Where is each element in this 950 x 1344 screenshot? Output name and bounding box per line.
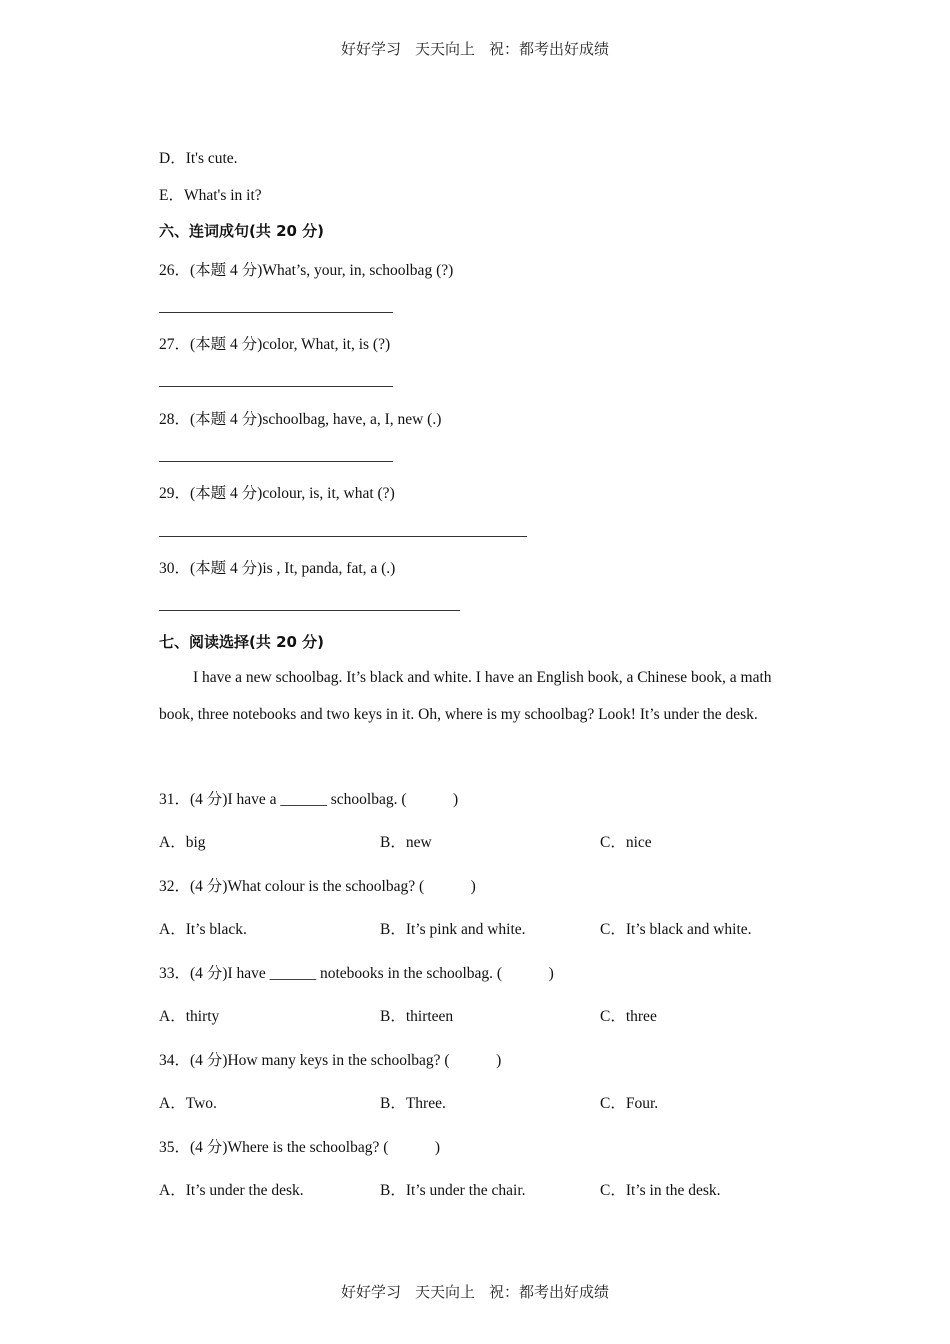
section-7-title: 七、阅读选择(共 20 分)	[159, 633, 325, 651]
question-26	[159, 258, 453, 280]
option-letter: C．	[600, 921, 626, 938]
option-letter: B．	[380, 1008, 406, 1025]
question-27	[159, 332, 390, 354]
question-number: 28．	[159, 411, 191, 428]
answer-line-29[interactable]	[159, 536, 527, 537]
option-letter: B．	[380, 921, 406, 938]
section-6-title: 六、连词成句(共 20 分)	[159, 222, 325, 240]
question-text: (本题 4 分)What’s, your, in, schoolbag (?)	[190, 262, 454, 279]
question-32: 32．(4 分)What colour is the schoolbag? ( )	[159, 878, 476, 895]
option-text: It’s black.	[185, 921, 247, 938]
question-text: (本题 4 分)schoolbag, have, a, I, new (.)	[190, 411, 442, 428]
option-text: new	[405, 834, 432, 851]
option-c[interactable]	[600, 917, 752, 939]
option-a[interactable]	[159, 1091, 217, 1113]
option-text: It’s in the desk.	[625, 1182, 721, 1199]
option-text: thirteen	[405, 1008, 454, 1025]
option-letter: D．	[159, 150, 186, 167]
option-b[interactable]	[380, 1091, 446, 1113]
option-b[interactable]	[380, 917, 526, 939]
question-text: (本题 4 分)colour, is, it, what (?)	[190, 485, 395, 502]
option-letter: B．	[380, 1182, 406, 1199]
footer-motto-2: 天天向上	[414, 1283, 475, 1301]
header-motto-3: 祝：都考出好成绩	[489, 40, 610, 58]
option-a[interactable]	[159, 1178, 304, 1200]
option-letter: A．	[159, 1182, 186, 1199]
option-text: big	[185, 834, 206, 851]
option-letter: C．	[600, 834, 626, 851]
question-28	[159, 407, 441, 429]
option-letter: A．	[159, 1008, 186, 1025]
option-text: It’s under the chair.	[405, 1182, 526, 1199]
question-text: (本题 4 分)color, What, it, is (?)	[190, 336, 391, 353]
option-letter: C．	[600, 1182, 626, 1199]
option-c[interactable]	[600, 1004, 657, 1026]
option-letter: B．	[380, 834, 406, 851]
option-c[interactable]	[600, 1091, 658, 1113]
question-text: (本题 4 分)is , It, panda, fat, a (.)	[190, 560, 396, 577]
option-a[interactable]	[159, 830, 206, 852]
option-c[interactable]	[600, 1178, 721, 1200]
option-letter: C．	[600, 1008, 626, 1025]
option-a[interactable]	[159, 1004, 219, 1026]
question-number: 29．	[159, 485, 191, 502]
option-letter: A．	[159, 921, 186, 938]
option-letter: A．	[159, 834, 186, 851]
option-e	[159, 183, 262, 205]
option-text: It’s black and white.	[625, 921, 752, 938]
question-34: 34．(4 分)How many keys in the schoolbag? ( )	[159, 1052, 502, 1069]
question-number: 26．	[159, 262, 191, 279]
option-text: thirty	[185, 1008, 220, 1025]
option-text: It's cute.	[185, 150, 238, 167]
footer-motto-1: 好好学习	[340, 1283, 401, 1301]
answer-line-30[interactable]	[159, 610, 460, 611]
answer-line-28[interactable]	[159, 461, 393, 462]
option-text: It’s pink and white.	[405, 921, 526, 938]
question-31: 31．(4 分)I have a ______ schoolbag. ( )	[159, 791, 459, 808]
page-header	[0, 38, 950, 59]
question-number: 27．	[159, 336, 191, 353]
option-text: It’s under the desk.	[185, 1182, 304, 1199]
option-d	[159, 146, 238, 168]
option-c[interactable]	[600, 830, 652, 852]
header-motto-1: 好好学习	[340, 40, 401, 58]
option-text: nice	[625, 834, 652, 851]
reading-passage: I have a new schoolbag. It’s black and white. I have an English book, a Chinese book, a math book, three notebooks and two keys in it. Oh, where is my schoolbag? Look! It’s under the desk.	[159, 669, 772, 724]
option-a[interactable]	[159, 917, 247, 939]
question-33: 33．(4 分)I have ______ notebooks in the schoolbag. ( )	[159, 965, 554, 982]
footer-motto-3: 祝：都考出好成绩	[489, 1283, 610, 1301]
question-35: 35．(4 分)Where is the schoolbag? ( )	[159, 1139, 441, 1156]
option-b[interactable]	[380, 830, 432, 852]
answer-line-26[interactable]	[159, 312, 393, 313]
option-text: Four.	[625, 1095, 659, 1112]
option-text: three	[625, 1008, 657, 1025]
question-number: 30．	[159, 560, 191, 577]
question-29	[159, 481, 395, 503]
option-letter: E．	[159, 187, 184, 204]
option-letter: A．	[159, 1095, 186, 1112]
option-text: What's in it?	[183, 187, 262, 204]
question-30	[159, 556, 395, 578]
answer-line-27[interactable]	[159, 386, 393, 387]
option-b[interactable]	[380, 1178, 526, 1200]
option-letter: C．	[600, 1095, 626, 1112]
page-footer	[0, 1281, 950, 1302]
option-letter: B．	[380, 1095, 406, 1112]
option-text: Two.	[185, 1095, 217, 1112]
option-text: Three.	[405, 1095, 446, 1112]
header-motto-2: 天天向上	[414, 40, 475, 58]
option-b[interactable]	[380, 1004, 453, 1026]
